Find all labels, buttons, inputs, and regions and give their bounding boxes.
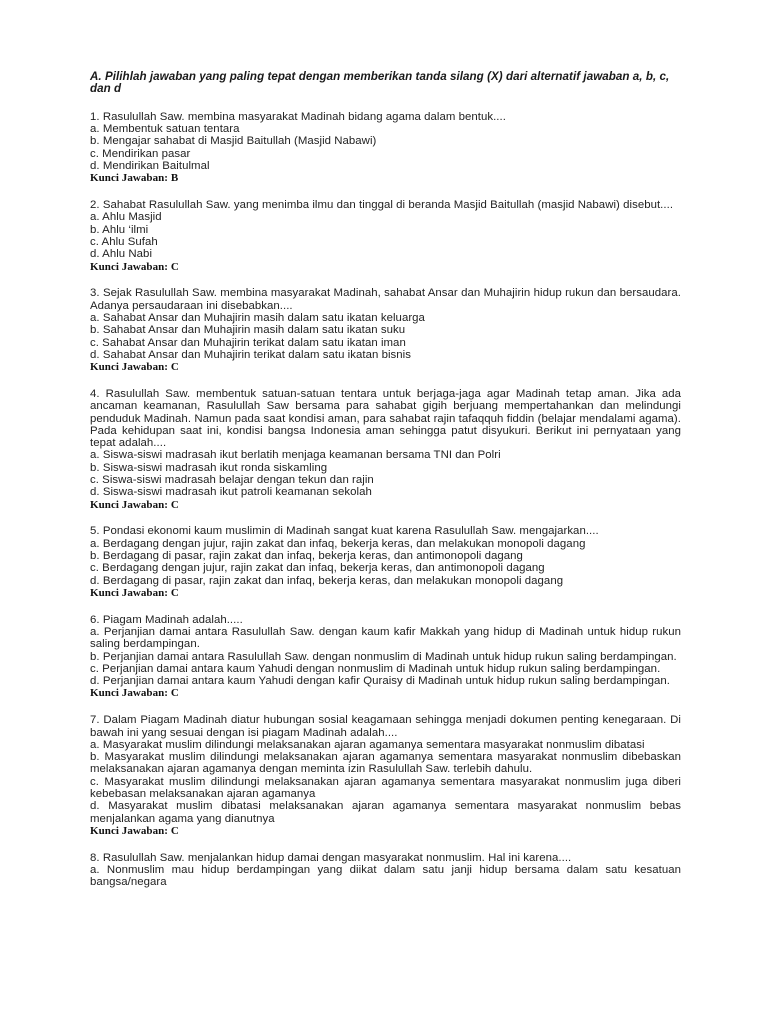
answer-option: a. Siswa-siswi madrasah ikut berlatih menjaga keamanan bersama TNI dan Polri	[90, 449, 501, 462]
answer-option: b. Masyarakat muslim dilindungi melaksanakan ajaran agamanya sementara masyarakat nonmuslim dibebaskan melaksanakan ajaran agamanya dengan meminta izin Rasulullah Saw. terlebih dahulu.	[90, 751, 681, 776]
question-block	[90, 199, 681, 273]
answer-option: d. Ahlu Nabi	[90, 248, 153, 261]
answer-option: d. Siswa-siswi madrasah ikut patroli keamanan sekolah	[90, 486, 372, 499]
answer-key: Kunci Jawaban: C	[90, 361, 179, 374]
question-block	[90, 852, 681, 889]
answer-option: a. Sahabat Ansar dan Muhajirin masih dalam satu ikatan keluarga	[90, 311, 425, 324]
answer-option: d. Masyarakat muslim dibatasi melaksanakan ajaran agamanya sementara masyarakat nonmuslim bebas menjalankan agama yang dianutnya	[90, 800, 681, 825]
question-block	[90, 714, 681, 837]
question-list	[90, 111, 681, 889]
answer-option: a. Perjanjian damai antara Rasulullah Saw. dengan kaum kafir Makkah yang hidup di Madinah untuk hidup rukun saling berdampingan.	[90, 626, 681, 651]
question-text: 5. Pondasi ekonomi kaum muslimin di Madinah sangat kuat karena Rasulullah Saw. mengajarkan....	[90, 525, 599, 538]
question-text: 2. Sahabat Rasulullah Saw. yang menimba ilmu dan tinggal di beranda Masjid Baitullah (masjid Nabawi) disebut....	[90, 199, 674, 212]
answer-option: c. Perjanjian damai antara kaum Yahudi dengan nonmuslim di Madinah untuk hidup rukun saling berdampingan.	[90, 662, 661, 675]
question-block	[90, 614, 681, 700]
question-block	[90, 525, 681, 599]
answer-option: a. Masyarakat muslim dilindungi melaksanakan ajaran agamanya sementara masyarakat nonmuslim dibatasi	[90, 738, 645, 751]
question-block	[90, 111, 681, 185]
answer-key: Kunci Jawaban: C	[90, 824, 179, 837]
question-text: 6. Piagam Madinah adalah.....	[90, 613, 243, 626]
question-text: 8. Rasulullah Saw. menjalankan hidup damai dengan masyarakat nonmuslim. Hal ini karena....	[90, 851, 572, 864]
answer-option: c. Berdagang dengan jujur, rajin zakat dan infaq, bekerja keras, dan antimonopoli dagang	[90, 562, 545, 575]
answer-key: Kunci Jawaban: C	[90, 687, 179, 700]
answer-option: d. Berdagang di pasar, rajin zakat dan infaq, bekerja keras, dan melakukan monopoli dagang	[90, 574, 564, 587]
answer-option: d. Sahabat Ansar dan Muhajirin terikat dalam satu ikatan bisnis	[90, 348, 412, 361]
answer-option: a. Berdagang dengan jujur, rajin zakat dan infaq, bekerja keras, dan melakukan monopoli dagang	[90, 537, 586, 550]
answer-option: a. Ahlu Masjid	[90, 211, 162, 224]
answer-key: Kunci Jawaban: C	[90, 260, 179, 273]
instruction-heading: A. Pilihlah jawaban yang paling tepat dengan memberikan tanda silang (X) dari alternatif jawaban a, b, c, dan d	[90, 70, 670, 96]
answer-option: b. Siswa-siswi madrasah ikut ronda siskamling	[90, 461, 328, 474]
answer-option: c. Masyarakat muslim dilindungi melaksanakan ajaran agamanya sementara masyarakat nonmuslim juga diberi kebebasan melaksanakan ajaran agamanya	[90, 775, 681, 801]
answer-key: Kunci Jawaban: C	[90, 586, 179, 599]
answer-option: c. Mendirikan pasar	[90, 147, 191, 160]
answer-option: b. Sahabat Ansar dan Muhajirin masih dalam satu ikatan suku	[90, 324, 406, 337]
answer-option: c. Ahlu Sufah	[90, 235, 158, 248]
answer-option: d. Perjanjian damai antara kaum Yahudi dengan kafir Quraisy di Madinah untuk hidup rukun saling berdampingan.	[90, 675, 670, 688]
answer-option: a. Nonmuslim mau hidup berdampingan yang diikat dalam satu janji hidup bersama dalam satu kesatuan bangsa/negara	[90, 864, 681, 889]
answer-option: a. Membentuk satuan tentara	[90, 123, 240, 136]
answer-option: b. Ahlu ‘ilmi	[90, 223, 149, 236]
answer-option: d. Mendirikan Baitulmal	[90, 160, 210, 172]
question-text: 3. Sejak Rasulullah Saw. membina masyarakat Madinah, sahabat Ansar dan Muhajirin hidup rukun dan bersaudara. Adanya persaudaraan ini disebabkan....	[90, 287, 681, 312]
answer-option: c. Siswa-siswi madrasah belajar dengan tekun dan rajin	[90, 474, 374, 487]
answer-option: c. Sahabat Ansar dan Muhajirin terikat dalam satu ikatan iman	[90, 336, 406, 349]
answer-key: Kunci Jawaban: C	[90, 498, 179, 511]
question-text: 1. Rasulullah Saw. membina masyarakat Madinah bidang agama dalam bentuk....	[90, 110, 506, 123]
answer-key: Kunci Jawaban: B	[90, 172, 179, 185]
answer-option: b. Perjanjian damai antara Rasulullah Saw. dengan nonmuslim di Madinah untuk hidup rukun saling berdampingan.	[90, 650, 677, 663]
question-text: 4. Rasulullah Saw. membentuk satuan-satuan tentara untuk berjaga-jaga agar Madinah tetap aman. Jika ada ancaman keamanan, Rasulullah Saw bersama para sahabat gigih berjuang mempertahankan dan melindungi penduduk Madinah. Namun pada saat kondisi aman, para sahabat rajin tafaqquh fiddin (belajar mendalami agama). Pada kehidupan saat ini, kondisi bangsa Indonesia aman sehingga patut disyukuri. Berikut ini pernyataan yang tepat adalah....	[90, 387, 681, 450]
answer-option: b. Berdagang di pasar, rajin zakat dan infaq, bekerja keras, dan antimonopoli dagang	[90, 550, 523, 563]
question-block	[90, 287, 681, 373]
question-block	[90, 388, 681, 511]
question-text: 7. Dalam Piagam Madinah diatur hubungan sosial keagamaan sehingga menjadi dokumen penting kenegaraan. Di bawah ini yang sesuai dengan isi piagam Madinah adalah....	[90, 714, 681, 739]
answer-option: b. Mengajar sahabat di Masjid Baitullah (Masjid Nabawi)	[90, 135, 377, 148]
